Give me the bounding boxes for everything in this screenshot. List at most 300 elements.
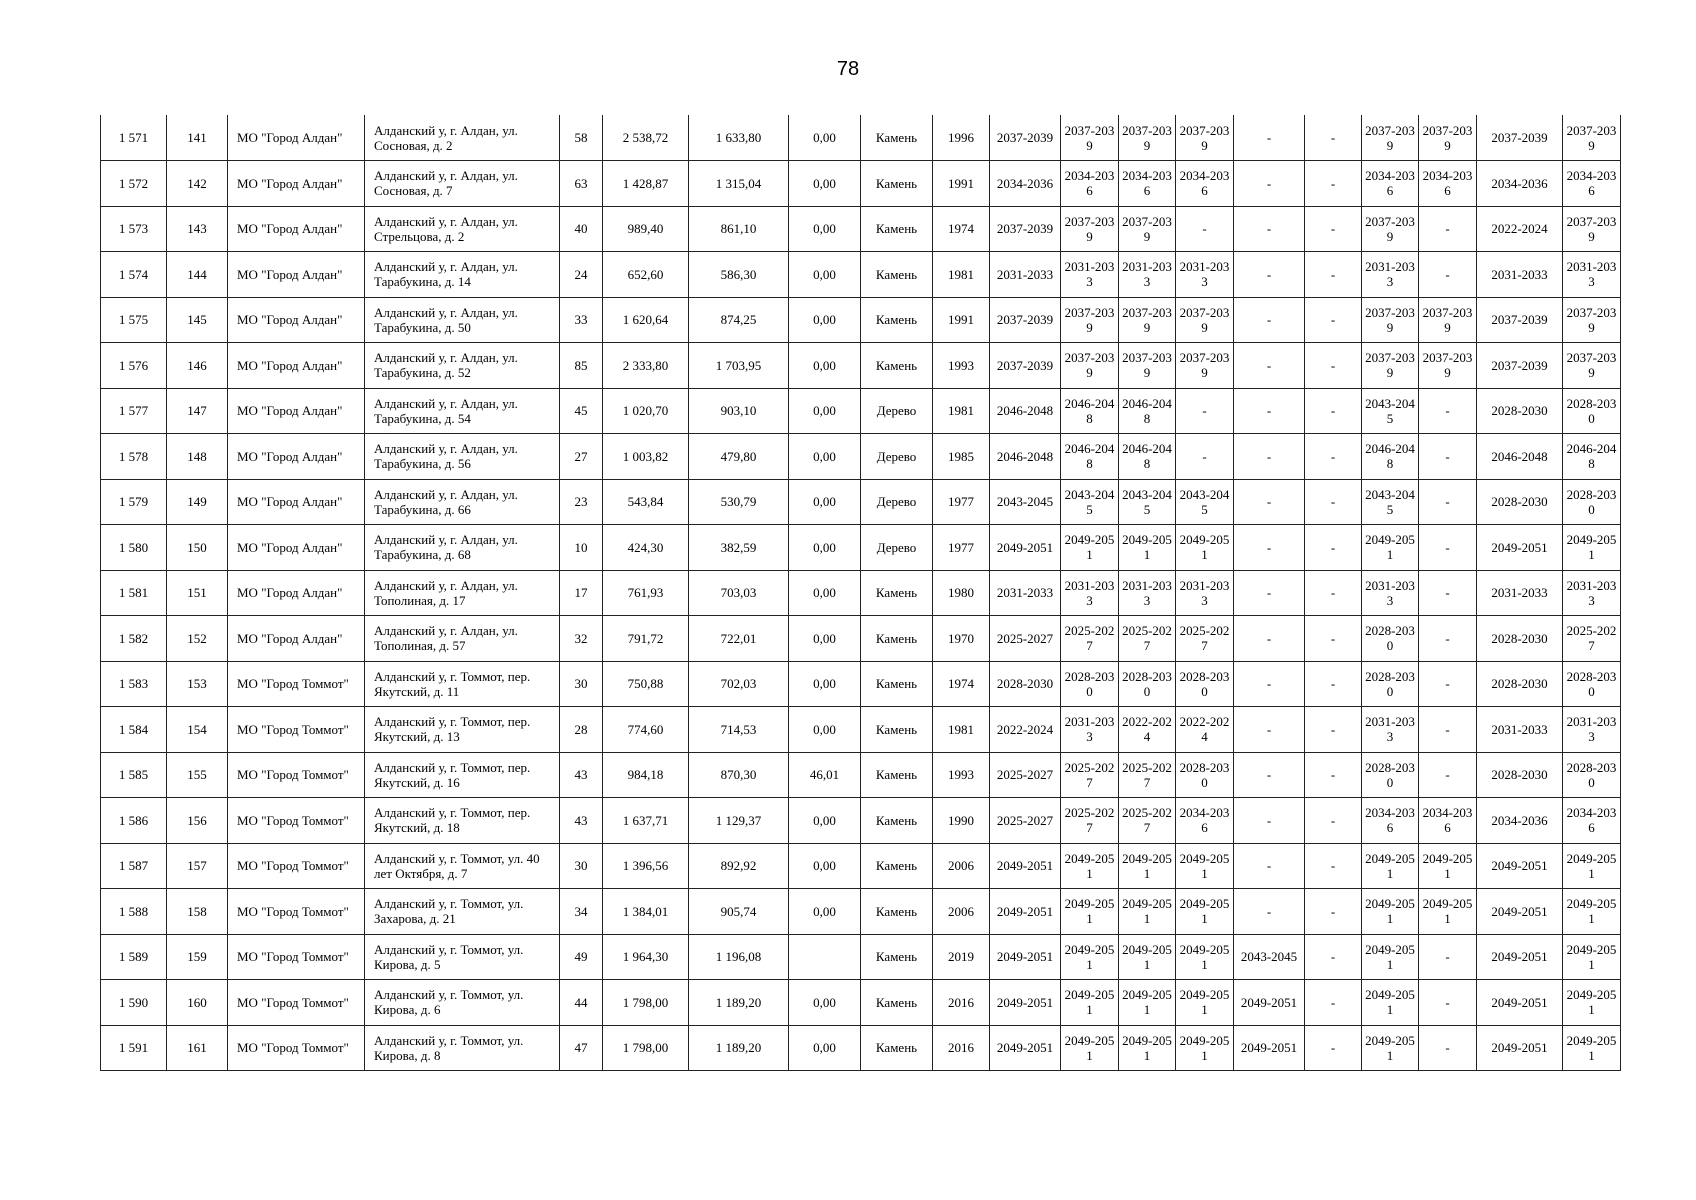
cell-address: Алданский у, г. Алдан, ул. Тарабукина, д. 56 xyxy=(365,434,560,480)
cell-local-number: 141 xyxy=(167,115,228,161)
cell-repair-period-5: - xyxy=(1234,343,1305,389)
cell-nonresidential-area: 0,00 xyxy=(789,343,861,389)
cell-wall-material: Камень xyxy=(861,1025,933,1071)
cell-repair-period-9: 2031-2033 xyxy=(1477,252,1563,298)
cell-build-year: 2016 xyxy=(933,1025,990,1071)
cell-total-area: 652,60 xyxy=(603,252,689,298)
cell-repair-period-9: 2049-2051 xyxy=(1477,980,1563,1026)
cell-repair-period-9: 2031-2033 xyxy=(1477,707,1563,753)
cell-repair-period-3: 2049-2051 xyxy=(1119,889,1176,935)
cell-repair-period-9: 2028-2030 xyxy=(1477,388,1563,434)
cell-total-area: 1 428,87 xyxy=(603,161,689,207)
cell-address: Алданский у, г. Томмот, пер. Якутский, д. 16 xyxy=(365,752,560,798)
cell-repair-period-1: 2049-2051 xyxy=(990,1025,1061,1071)
cell-repair-period-2: 2049-2051 xyxy=(1061,525,1119,571)
cell-build-year: 2019 xyxy=(933,934,990,980)
cell-wall-material: Камень xyxy=(861,297,933,343)
cell-repair-period-2: 2037-2039 xyxy=(1061,115,1119,161)
cell-total-number: 1 591 xyxy=(101,1025,167,1071)
cell-local-number: 156 xyxy=(167,798,228,844)
cell-local-number: 146 xyxy=(167,343,228,389)
cell-repair-period-8: - xyxy=(1419,388,1477,434)
cell-wall-material: Камень xyxy=(861,206,933,252)
cell-repair-period-8: - xyxy=(1419,206,1477,252)
cell-repair-period-5: - xyxy=(1234,206,1305,252)
cell-repair-period-8: - xyxy=(1419,434,1477,480)
cell-repair-period-10: 2046-2048 xyxy=(1563,434,1621,480)
cell-repair-period-1: 2028-2030 xyxy=(990,661,1061,707)
cell-living-area: 1 189,20 xyxy=(689,1025,789,1071)
table-row xyxy=(101,798,1621,844)
cell-repair-period-3: 2037-2039 xyxy=(1119,206,1176,252)
cell-municipality: МО "Город Алдан" xyxy=(228,388,365,434)
cell-repair-period-4: 2049-2051 xyxy=(1176,843,1234,889)
table-row xyxy=(101,388,1621,434)
cell-repair-period-7: 2034-2036 xyxy=(1362,798,1419,844)
cell-repair-period-6: - xyxy=(1305,115,1362,161)
cell-repair-period-2: 2031-2033 xyxy=(1061,252,1119,298)
cell-repair-period-7: 2028-2030 xyxy=(1362,616,1419,662)
cell-repair-period-3: 2025-2027 xyxy=(1119,798,1176,844)
cell-wall-material: Дерево xyxy=(861,388,933,434)
table-row xyxy=(101,707,1621,753)
cell-build-year: 2006 xyxy=(933,889,990,935)
cell-repair-period-7: 2049-2051 xyxy=(1362,1025,1419,1071)
cell-municipality: МО "Город Алдан" xyxy=(228,343,365,389)
cell-living-area: 479,80 xyxy=(689,434,789,480)
cell-repair-period-4: 2034-2036 xyxy=(1176,798,1234,844)
cell-repair-period-10: 2031-2033 xyxy=(1563,570,1621,616)
cell-wall-material: Камень xyxy=(861,616,933,662)
cell-repair-period-6: - xyxy=(1305,206,1362,252)
cell-repair-period-10: 2037-2039 xyxy=(1563,343,1621,389)
cell-repair-period-4: - xyxy=(1176,388,1234,434)
table-row xyxy=(101,252,1621,298)
cell-repair-period-8: 2034-2036 xyxy=(1419,161,1477,207)
cell-living-area: 722,01 xyxy=(689,616,789,662)
cell-repair-period-6: - xyxy=(1305,525,1362,571)
cell-address: Алданский у, г. Алдан, ул. Сосновая, д. 2 xyxy=(365,115,560,161)
cell-repair-period-4: 2049-2051 xyxy=(1176,980,1234,1026)
cell-repair-period-3: 2049-2051 xyxy=(1119,1025,1176,1071)
cell-repair-period-2: 2043-2045 xyxy=(1061,479,1119,525)
cell-build-year: 1985 xyxy=(933,434,990,480)
cell-repair-period-1: 2049-2051 xyxy=(990,934,1061,980)
cell-municipality: МО "Город Алдан" xyxy=(228,206,365,252)
cell-repair-period-4: 2025-2027 xyxy=(1176,616,1234,662)
cell-build-year: 1970 xyxy=(933,616,990,662)
cell-nonresidential-area: 46,01 xyxy=(789,752,861,798)
cell-repair-period-9: 2034-2036 xyxy=(1477,161,1563,207)
cell-municipality: МО "Город Алдан" xyxy=(228,525,365,571)
cell-residents: 45 xyxy=(560,388,603,434)
cell-total-number: 1 573 xyxy=(101,206,167,252)
cell-municipality: МО "Город Алдан" xyxy=(228,252,365,298)
cell-repair-period-7: 2037-2039 xyxy=(1362,206,1419,252)
cell-municipality: МО "Город Томмот" xyxy=(228,661,365,707)
cell-local-number: 158 xyxy=(167,889,228,935)
cell-nonresidential-area: 0,00 xyxy=(789,161,861,207)
cell-repair-period-9: 2049-2051 xyxy=(1477,843,1563,889)
cell-total-number: 1 583 xyxy=(101,661,167,707)
cell-repair-period-7: 2049-2051 xyxy=(1362,843,1419,889)
cell-repair-period-6: - xyxy=(1305,661,1362,707)
cell-residents: 33 xyxy=(560,297,603,343)
cell-living-area: 870,30 xyxy=(689,752,789,798)
cell-repair-period-8: 2049-2051 xyxy=(1419,889,1477,935)
cell-build-year: 1991 xyxy=(933,297,990,343)
table-row xyxy=(101,616,1621,662)
cell-repair-period-7: 2037-2039 xyxy=(1362,343,1419,389)
cell-repair-period-8: - xyxy=(1419,252,1477,298)
cell-repair-period-1: 2034-2036 xyxy=(990,161,1061,207)
cell-local-number: 149 xyxy=(167,479,228,525)
table-row xyxy=(101,934,1621,980)
cell-repair-period-7: 2049-2051 xyxy=(1362,525,1419,571)
cell-nonresidential-area: 0,00 xyxy=(789,889,861,935)
page-number: 78 xyxy=(836,58,860,80)
cell-living-area: 892,92 xyxy=(689,843,789,889)
cell-repair-period-7: 2037-2039 xyxy=(1362,297,1419,343)
cell-wall-material: Камень xyxy=(861,934,933,980)
cell-repair-period-10: 2037-2039 xyxy=(1563,115,1621,161)
cell-repair-period-1: 2022-2024 xyxy=(990,707,1061,753)
cell-repair-period-10: 2049-2051 xyxy=(1563,980,1621,1026)
cell-repair-period-6: - xyxy=(1305,798,1362,844)
cell-repair-period-10: 2028-2030 xyxy=(1563,388,1621,434)
cell-repair-period-8: - xyxy=(1419,752,1477,798)
cell-repair-period-9: 2034-2036 xyxy=(1477,798,1563,844)
cell-total-area: 989,40 xyxy=(603,206,689,252)
table-row xyxy=(101,570,1621,616)
cell-total-area: 2 333,80 xyxy=(603,343,689,389)
cell-repair-period-8: - xyxy=(1419,479,1477,525)
cell-address: Алданский у, г. Алдан, ул. Тарабукина, д. 54 xyxy=(365,388,560,434)
cell-repair-period-10: 2034-2036 xyxy=(1563,161,1621,207)
cell-municipality: МО "Город Томмот" xyxy=(228,843,365,889)
cell-repair-period-8: 2037-2039 xyxy=(1419,297,1477,343)
cell-repair-period-5: 2043-2045 xyxy=(1234,934,1305,980)
cell-nonresidential-area: 0,00 xyxy=(789,252,861,298)
cell-total-number: 1 571 xyxy=(101,115,167,161)
cell-address: Алданский у, г. Алдан, ул. Тарабукина, д. 68 xyxy=(365,525,560,571)
cell-total-number: 1 589 xyxy=(101,934,167,980)
cell-local-number: 157 xyxy=(167,843,228,889)
cell-repair-period-5: - xyxy=(1234,843,1305,889)
cell-nonresidential-area: 0,00 xyxy=(789,570,861,616)
cell-wall-material: Камень xyxy=(861,161,933,207)
cell-total-area: 761,93 xyxy=(603,570,689,616)
cell-municipality: МО "Город Алдан" xyxy=(228,570,365,616)
cell-repair-period-1: 2049-2051 xyxy=(990,889,1061,935)
table-row xyxy=(101,752,1621,798)
cell-repair-period-8: - xyxy=(1419,570,1477,616)
cell-repair-period-7: 2031-2033 xyxy=(1362,707,1419,753)
cell-address: Алданский у, г. Томмот, ул. Кирова, д. 8 xyxy=(365,1025,560,1071)
cell-nonresidential-area: 0,00 xyxy=(789,798,861,844)
cell-wall-material: Дерево xyxy=(861,525,933,571)
cell-repair-period-6: - xyxy=(1305,252,1362,298)
cell-repair-period-3: 2049-2051 xyxy=(1119,843,1176,889)
cell-repair-period-8: 2049-2051 xyxy=(1419,843,1477,889)
cell-repair-period-8: 2034-2036 xyxy=(1419,798,1477,844)
cell-total-number: 1 581 xyxy=(101,570,167,616)
cell-repair-period-9: 2037-2039 xyxy=(1477,297,1563,343)
cell-living-area: 1 129,37 xyxy=(689,798,789,844)
cell-residents: 40 xyxy=(560,206,603,252)
cell-municipality: МО "Город Томмот" xyxy=(228,752,365,798)
cell-total-area: 1 798,00 xyxy=(603,980,689,1026)
cell-living-area: 382,59 xyxy=(689,525,789,571)
cell-repair-period-9: 2037-2039 xyxy=(1477,115,1563,161)
cell-repair-period-5: - xyxy=(1234,252,1305,298)
cell-address: Алданский у, г. Томмот, ул. Кирова, д. 5 xyxy=(365,934,560,980)
cell-repair-period-1: 2025-2027 xyxy=(990,752,1061,798)
cell-local-number: 151 xyxy=(167,570,228,616)
cell-repair-period-4: 2037-2039 xyxy=(1176,115,1234,161)
cell-repair-period-8: 2037-2039 xyxy=(1419,115,1477,161)
cell-wall-material: Камень xyxy=(861,343,933,389)
cell-repair-period-7: 2031-2033 xyxy=(1362,570,1419,616)
cell-residents: 43 xyxy=(560,752,603,798)
cell-repair-period-2: 2046-2048 xyxy=(1061,434,1119,480)
cell-repair-period-5: - xyxy=(1234,479,1305,525)
cell-repair-period-10: 2028-2030 xyxy=(1563,752,1621,798)
cell-address: Алданский у, г. Алдан, ул. Стрельцова, д. 2 xyxy=(365,206,560,252)
cell-repair-period-1: 2049-2051 xyxy=(990,525,1061,571)
cell-residents: 30 xyxy=(560,661,603,707)
cell-repair-period-4: 2037-2039 xyxy=(1176,297,1234,343)
cell-repair-period-2: 2025-2027 xyxy=(1061,752,1119,798)
cell-repair-period-2: 2037-2039 xyxy=(1061,343,1119,389)
cell-repair-period-5: - xyxy=(1234,616,1305,662)
cell-local-number: 159 xyxy=(167,934,228,980)
cell-total-area: 750,88 xyxy=(603,661,689,707)
cell-repair-period-1: 2049-2051 xyxy=(990,980,1061,1026)
cell-living-area: 861,10 xyxy=(689,206,789,252)
cell-living-area: 1 703,95 xyxy=(689,343,789,389)
cell-repair-period-5: - xyxy=(1234,297,1305,343)
cell-living-area: 1 196,08 xyxy=(689,934,789,980)
cell-nonresidential-area: 0,00 xyxy=(789,115,861,161)
cell-living-area: 714,53 xyxy=(689,707,789,753)
cell-repair-period-9: 2049-2051 xyxy=(1477,1025,1563,1071)
cell-repair-period-4: 2049-2051 xyxy=(1176,525,1234,571)
cell-nonresidential-area: 0,00 xyxy=(789,616,861,662)
cell-municipality: МО "Город Томмот" xyxy=(228,798,365,844)
cell-repair-period-10: 2037-2039 xyxy=(1563,297,1621,343)
cell-repair-period-2: 2037-2039 xyxy=(1061,297,1119,343)
cell-local-number: 144 xyxy=(167,252,228,298)
cell-repair-period-2: 2031-2033 xyxy=(1061,570,1119,616)
cell-repair-period-2: 2028-2030 xyxy=(1061,661,1119,707)
cell-repair-period-2: 2049-2051 xyxy=(1061,843,1119,889)
cell-total-area: 791,72 xyxy=(603,616,689,662)
cell-repair-period-9: 2049-2051 xyxy=(1477,889,1563,935)
cell-total-number: 1 576 xyxy=(101,343,167,389)
cell-repair-period-9: 2028-2030 xyxy=(1477,479,1563,525)
table-row xyxy=(101,479,1621,525)
cell-municipality: МО "Город Алдан" xyxy=(228,161,365,207)
cell-repair-period-3: 2049-2051 xyxy=(1119,980,1176,1026)
cell-repair-period-10: 2034-2036 xyxy=(1563,798,1621,844)
cell-total-number: 1 580 xyxy=(101,525,167,571)
cell-repair-period-2: 2037-2039 xyxy=(1061,206,1119,252)
cell-repair-period-2: 2034-2036 xyxy=(1061,161,1119,207)
cell-local-number: 161 xyxy=(167,1025,228,1071)
cell-repair-period-1: 2031-2033 xyxy=(990,570,1061,616)
cell-living-area: 702,03 xyxy=(689,661,789,707)
cell-address: Алданский у, г. Алдан, ул. Тополиная, д. 17 xyxy=(365,570,560,616)
cell-residents: 34 xyxy=(560,889,603,935)
cell-build-year: 1990 xyxy=(933,798,990,844)
cell-repair-period-9: 2028-2030 xyxy=(1477,616,1563,662)
cell-repair-period-3: 2031-2033 xyxy=(1119,570,1176,616)
cell-repair-period-4: 2049-2051 xyxy=(1176,1025,1234,1071)
cell-repair-period-6: - xyxy=(1305,707,1362,753)
cell-municipality: МО "Город Томмот" xyxy=(228,934,365,980)
cell-nonresidential-area: 0,00 xyxy=(789,206,861,252)
cell-residents: 24 xyxy=(560,252,603,298)
cell-total-area: 1 964,30 xyxy=(603,934,689,980)
cell-residents: 49 xyxy=(560,934,603,980)
cell-address: Алданский у, г. Алдан, ул. Тополиная, д. 57 xyxy=(365,616,560,662)
cell-local-number: 142 xyxy=(167,161,228,207)
cell-local-number: 153 xyxy=(167,661,228,707)
cell-repair-period-9: 2028-2030 xyxy=(1477,661,1563,707)
cell-repair-period-8: - xyxy=(1419,616,1477,662)
cell-repair-period-5: - xyxy=(1234,889,1305,935)
cell-total-area: 1 637,71 xyxy=(603,798,689,844)
cell-wall-material: Камень xyxy=(861,889,933,935)
cell-repair-period-6: - xyxy=(1305,343,1362,389)
cell-address: Алданский у, г. Томмот, пер. Якутский, д. 11 xyxy=(365,661,560,707)
cell-total-area: 543,84 xyxy=(603,479,689,525)
cell-repair-period-9: 2049-2051 xyxy=(1477,934,1563,980)
cell-repair-period-7: 2049-2051 xyxy=(1362,980,1419,1026)
cell-repair-period-7: 2028-2030 xyxy=(1362,752,1419,798)
cell-living-area: 703,03 xyxy=(689,570,789,616)
cell-living-area: 903,10 xyxy=(689,388,789,434)
cell-repair-period-8: - xyxy=(1419,1025,1477,1071)
cell-address: Алданский у, г. Томмот, ул. Кирова, д. 6 xyxy=(365,980,560,1026)
cell-total-number: 1 582 xyxy=(101,616,167,662)
table-row xyxy=(101,343,1621,389)
cell-wall-material: Камень xyxy=(861,661,933,707)
cell-nonresidential-area: 0,00 xyxy=(789,707,861,753)
cell-repair-period-2: 2049-2051 xyxy=(1061,980,1119,1026)
cell-repair-period-3: 2049-2051 xyxy=(1119,525,1176,571)
cell-wall-material: Камень xyxy=(861,252,933,298)
table-body xyxy=(101,115,1621,1071)
cell-repair-period-10: 2049-2051 xyxy=(1563,1025,1621,1071)
cell-repair-period-8: - xyxy=(1419,980,1477,1026)
cell-repair-period-3: 2043-2045 xyxy=(1119,479,1176,525)
table-row xyxy=(101,297,1621,343)
cell-repair-period-3: 2031-2033 xyxy=(1119,252,1176,298)
cell-address: Алданский у, г. Томмот, пер. Якутский, д. 18 xyxy=(365,798,560,844)
cell-repair-period-6: - xyxy=(1305,889,1362,935)
table-row xyxy=(101,843,1621,889)
cell-total-number: 1 586 xyxy=(101,798,167,844)
cell-repair-period-10: 2028-2030 xyxy=(1563,479,1621,525)
cell-build-year: 1993 xyxy=(933,752,990,798)
cell-repair-period-3: 2046-2048 xyxy=(1119,434,1176,480)
cell-build-year: 1981 xyxy=(933,388,990,434)
cell-total-number: 1 572 xyxy=(101,161,167,207)
cell-repair-period-6: - xyxy=(1305,1025,1362,1071)
cell-repair-period-3: 2025-2027 xyxy=(1119,752,1176,798)
cell-repair-period-6: - xyxy=(1305,843,1362,889)
cell-repair-period-3: 2037-2039 xyxy=(1119,297,1176,343)
cell-repair-period-6: - xyxy=(1305,297,1362,343)
cell-total-number: 1 587 xyxy=(101,843,167,889)
cell-repair-period-1: 2025-2027 xyxy=(990,616,1061,662)
cell-municipality: МО "Город Алдан" xyxy=(228,434,365,480)
cell-repair-period-6: - xyxy=(1305,570,1362,616)
cell-wall-material: Камень xyxy=(861,843,933,889)
cell-wall-material: Камень xyxy=(861,752,933,798)
cell-repair-period-9: 2049-2051 xyxy=(1477,525,1563,571)
cell-total-area: 2 538,72 xyxy=(603,115,689,161)
cell-repair-period-2: 2025-2027 xyxy=(1061,616,1119,662)
cell-build-year: 1974 xyxy=(933,206,990,252)
cell-living-area: 586,30 xyxy=(689,252,789,298)
cell-repair-period-2: 2049-2051 xyxy=(1061,934,1119,980)
cell-total-area: 1 384,01 xyxy=(603,889,689,935)
cell-repair-period-7: 2034-2036 xyxy=(1362,161,1419,207)
cell-repair-period-3: 2049-2051 xyxy=(1119,934,1176,980)
cell-repair-period-1: 2049-2051 xyxy=(990,843,1061,889)
cell-total-area: 1 020,70 xyxy=(603,388,689,434)
cell-repair-period-6: - xyxy=(1305,752,1362,798)
cell-repair-period-9: 2046-2048 xyxy=(1477,434,1563,480)
cell-repair-period-2: 2025-2027 xyxy=(1061,798,1119,844)
table-row xyxy=(101,161,1621,207)
cell-repair-period-4: 2022-2024 xyxy=(1176,707,1234,753)
cell-repair-period-3: 2034-2036 xyxy=(1119,161,1176,207)
cell-repair-period-1: 2037-2039 xyxy=(990,343,1061,389)
cell-wall-material: Камень xyxy=(861,980,933,1026)
table-row xyxy=(101,434,1621,480)
cell-repair-period-3: 2025-2027 xyxy=(1119,616,1176,662)
cell-build-year: 1981 xyxy=(933,252,990,298)
cell-repair-period-7: 2049-2051 xyxy=(1362,934,1419,980)
cell-repair-period-1: 2043-2045 xyxy=(990,479,1061,525)
cell-address: Алданский у, г. Томмот, пер. Якутский, д. 13 xyxy=(365,707,560,753)
cell-repair-period-5: - xyxy=(1234,434,1305,480)
cell-total-area: 984,18 xyxy=(603,752,689,798)
cell-address: Алданский у, г. Алдан, ул. Тарабукина, д. 52 xyxy=(365,343,560,389)
cell-local-number: 145 xyxy=(167,297,228,343)
cell-repair-period-5: - xyxy=(1234,161,1305,207)
cell-total-area: 1 620,64 xyxy=(603,297,689,343)
cell-nonresidential-area: 0,00 xyxy=(789,525,861,571)
table-row xyxy=(101,661,1621,707)
cell-repair-period-7: 2043-2045 xyxy=(1362,479,1419,525)
cell-repair-period-3: 2028-2030 xyxy=(1119,661,1176,707)
cell-residents: 47 xyxy=(560,1025,603,1071)
cell-wall-material: Камень xyxy=(861,798,933,844)
cell-repair-period-4: - xyxy=(1176,434,1234,480)
cell-repair-period-3: 2037-2039 xyxy=(1119,343,1176,389)
cell-repair-period-4: - xyxy=(1176,206,1234,252)
cell-nonresidential-area: 0,00 xyxy=(789,1025,861,1071)
cell-repair-period-7: 2028-2030 xyxy=(1362,661,1419,707)
cell-repair-period-2: 2049-2051 xyxy=(1061,1025,1119,1071)
cell-nonresidential-area: 0,00 xyxy=(789,388,861,434)
cell-municipality: МО "Город Алдан" xyxy=(228,297,365,343)
